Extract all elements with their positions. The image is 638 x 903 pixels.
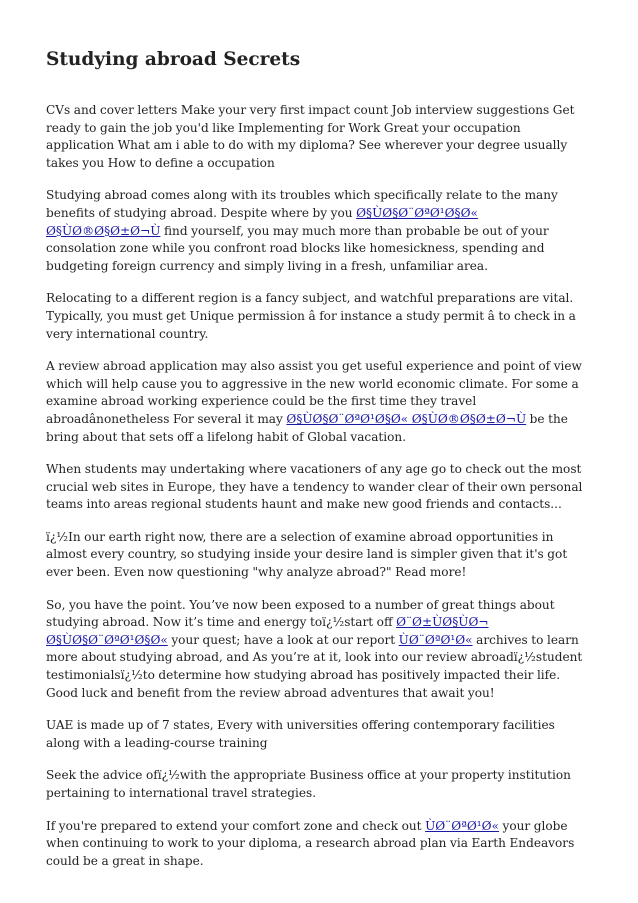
paragraph-text: your globe when continuing to work to your diploma, a research abroad plan via Earth Endeavors could be a great in shape. [46, 818, 575, 868]
paragraph-point [46, 597, 592, 703]
paragraph-uae: UAE is made up of 7 states, Every with universities offering contemporary facilities along with a leading-course training [46, 718, 555, 750]
paragraph-opportunities: ï¿½In our earth right now, there are a selection of examine abroad opportunities in almost every country, so studying inside your desire land is simpler given that it's got ever been. Even now questioning "why analyze abroad?" Read more! [46, 529, 568, 580]
paragraph-text: So, you have the point. You’ve now been exposed to a number of great things about studying abroad. Now it’s time and energy toï¿½start off [46, 597, 555, 630]
link-mubtaath[interactable]: ÙØ¨ØªØ¹Ø« [398, 632, 473, 647]
link-mubtaath-2[interactable]: ÙØ¨ØªØ¹Ø« [425, 818, 499, 833]
paragraph-text: find yourself, you may much more than probable be out of your consolation zone while you confront road blocks like homesickness, spending and budgeting foreign currency and simply living in a fresh, unfamiliar area. [46, 223, 549, 273]
paragraph-advice: Seek the advice ofï¿½with the appropriate Business office at your property institution pertaining to international travel strategies. [46, 768, 571, 800]
document-page [46, 48, 592, 885]
paragraph-relocating: Relocating to a different region is a fancy subject, and watchful preparations are vital. Typically, you must get Unique permission â for instance a study permit â to check in a very international country. [46, 291, 576, 341]
paragraph-comfort-zone [46, 818, 592, 871]
link-ibtiath-kharij[interactable]: Ø§ÙØ§Ø¨ØªØ¹Ø§Ø« Ø§ÙØ®Ø§Ø±Ø¬Ù [46, 205, 478, 238]
page-title: Studying abroad Secrets [46, 49, 301, 70]
paragraph-vacationers: When students may undertaking where vacationers of any age go to check out the most crucial web sites in Europe, they have a tendency to wander clear of their own personal teams into areas regional students haunt and make new good friends and contacts... [46, 462, 583, 512]
paragraph-text: be the bring about that sets off a lifelong habit of Global vacation. [46, 411, 568, 444]
paragraph-text: archives to learn more about studying abroad, and As you’re at it, look into our review abroadï¿½student testimonialsï¿½to determine how studying abroad has positively impacted their life. Good luck and benefit from the review abroad adventures that await you! [46, 632, 583, 700]
link-barnamaj-ibtiath[interactable]: Ø¨Ø±ÙØ§ÙØ¬ Ø§ÙØ§Ø¨ØªØ¹Ø§Ø« [46, 615, 489, 647]
paragraph-review-application [46, 358, 592, 446]
link-ibtiath-kharij-2[interactable]: Ø§ÙØ§Ø¨ØªØ¹Ø§Ø« Ø§ÙØ®Ø§Ø±Ø¬Ù [286, 411, 527, 426]
paragraph-text: Studying abroad comes along with its troubles which specifically relate to the many benefits of studying abroad. Despite where by you [46, 188, 558, 220]
paragraph-text: your quest; have a look at our report [167, 632, 399, 647]
paragraph-troubles [46, 187, 592, 275]
paragraph-text: A review abroad application may also assist you get useful experience and point of view which will help cause you to aggressive in the new world economic climate. For some a examine abroad working experience could be the first time they travel abroadânonetheless For several it may [46, 359, 582, 426]
paragraph-cvs: CVs and cover letters Make your very first impact count Job interview suggestions Get ready to gain the job you'd like Implementing for Work Great your occupation application What am i able to do with my diploma? See wherever your degree usually takes you How to define a occupation [46, 103, 575, 170]
paragraph-text: If you're prepared to extend your comfort zone and check out [46, 818, 426, 833]
